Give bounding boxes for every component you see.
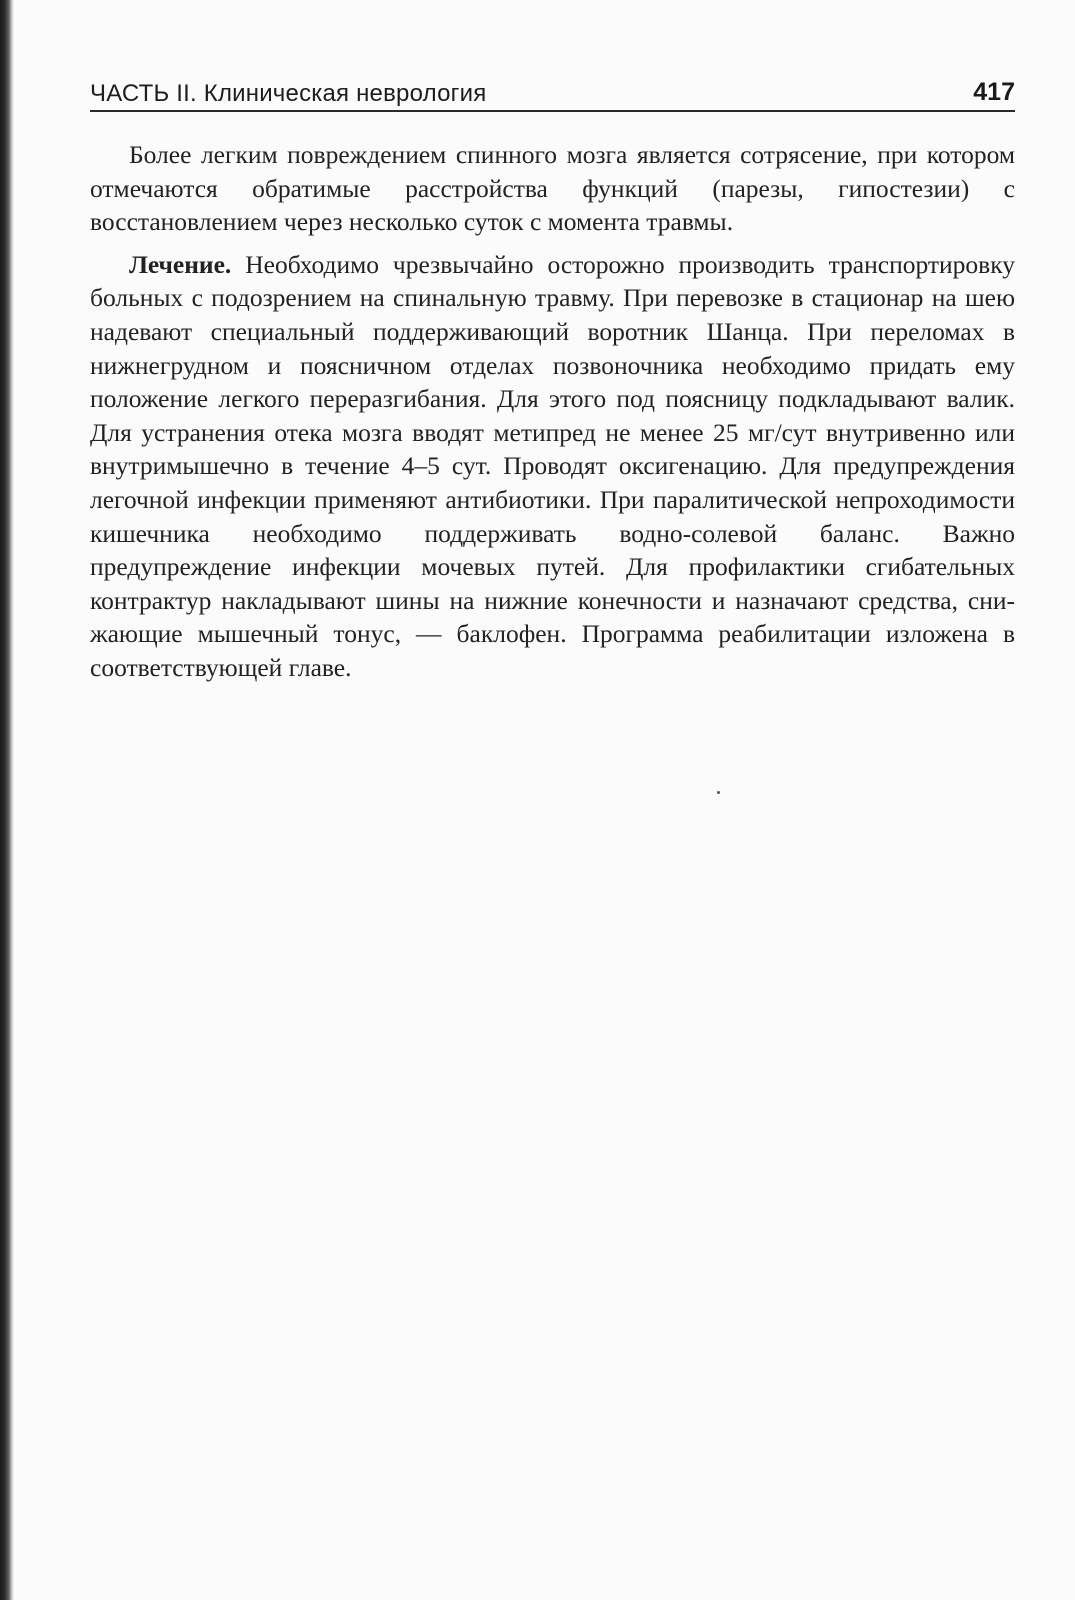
paragraph-concussion — [90, 138, 1015, 239]
body-text — [90, 138, 1015, 685]
paragraph-lead: Лечение. — [129, 249, 232, 279]
paragraph-text: Более легким повреждением спинного мозга является сотрясение, при котором отмечаются обратимые расстройства функций (парезы, гипостезии) с восстановлением через несколько суток с момента травмы. — [90, 140, 1015, 237]
scan-speck — [717, 791, 720, 794]
running-header — [90, 74, 1015, 112]
header-title: ЧАСТЬ II. Клиническая неврология — [90, 80, 487, 107]
paragraph-text: Необходимо чрезвычайно осторожно производить транспортировку больных с подозрением на спинальную травму. При перевозке в стационар на шею надевают специальный поддерживающий воротник Шанца. При переломах в нижнегрудном и поясничном отделах позвоночника необходимо придать ему положение легкого переразгибания. Для этого под поясницу подкладывают валик. Для устранения отека мозга вводят метипред не менее 25 мг/сут внутривенно или внутримышечно в течение 4–5 сут. Проводят оксигенацию. Для предупреждения легочной инфекции применяют антибиотики. При паралитической непроходимости кишечника необходимо поддерживать водно-солевой баланс. Важно предупреждение инфекции мочевых путей. Для профилактики сгибательных контрактур накладывают шины на нижние конечности и назначают средства, снижающие мышечный тонус, — баклофен. Программа реабилитации изложена в соответствующей главе. — [90, 249, 1015, 682]
scan-binding-edge — [0, 0, 14, 1600]
book-page — [90, 74, 1015, 685]
page-number: 417 — [973, 78, 1015, 106]
paragraph-treatment — [90, 248, 1015, 685]
